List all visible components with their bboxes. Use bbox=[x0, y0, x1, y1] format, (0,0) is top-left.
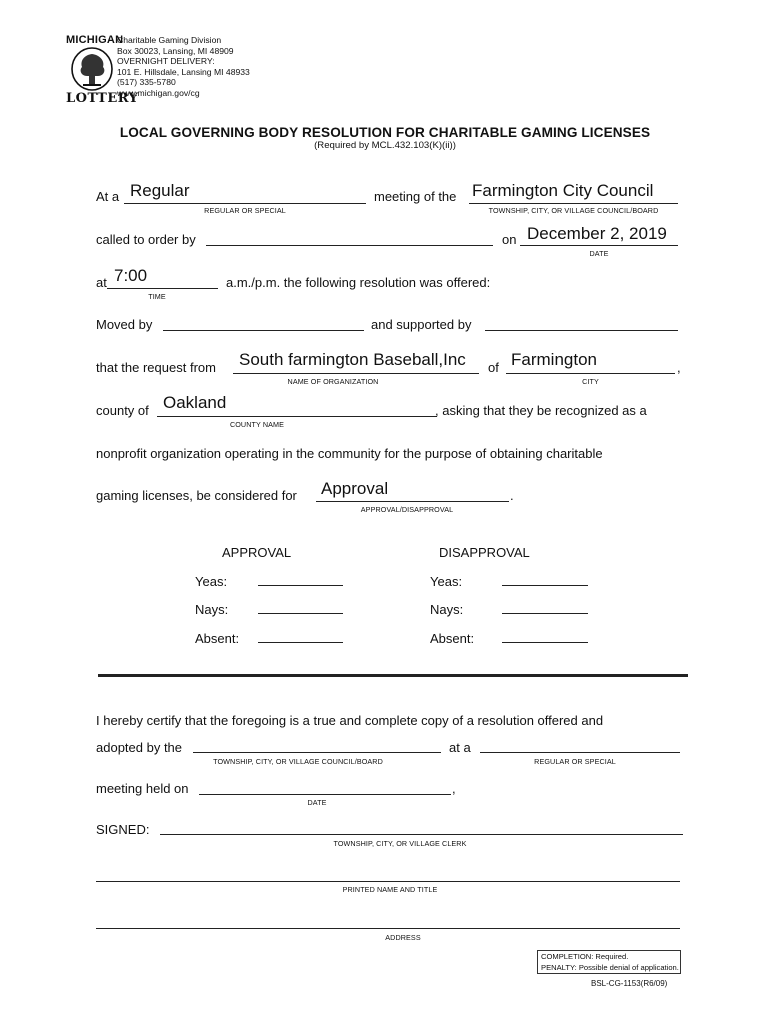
asking-text: , asking that they be recognized as a bbox=[435, 403, 647, 418]
approval-nays-field[interactable] bbox=[258, 613, 343, 614]
approval-yeas-field[interactable] bbox=[258, 585, 343, 586]
meeting-held-caption: DATE bbox=[307, 798, 327, 807]
penalty-text: PENALTY: Possible denial of application. bbox=[541, 962, 679, 972]
county-caption: COUNTY NAME bbox=[229, 420, 285, 429]
meeting-type-caption: REGULAR OR SPECIAL bbox=[204, 206, 286, 215]
moved-by-field[interactable] bbox=[163, 330, 364, 331]
called-to-order-label: called to order by bbox=[96, 232, 196, 247]
meeting-type-line[interactable] bbox=[124, 203, 366, 204]
ampm-text: a.m./p.m. the following resolution was offered: bbox=[226, 275, 491, 290]
lottery-logo-icon bbox=[70, 46, 114, 92]
decision-caption: APPROVAL/DISAPPROVAL bbox=[360, 505, 454, 514]
cert-meeting-type-caption: REGULAR OR SPECIAL bbox=[534, 757, 616, 766]
address-line: OVERNIGHT DELIVERY: bbox=[117, 56, 215, 67]
of-label: of bbox=[488, 360, 499, 375]
disapproval-nays-label: Nays: bbox=[430, 602, 464, 617]
time-line[interactable] bbox=[107, 288, 218, 289]
disapproval-yeas-label: Yeas: bbox=[430, 574, 463, 589]
disapproval-absent-field[interactable] bbox=[502, 642, 588, 643]
cert-meeting-type-field[interactable] bbox=[480, 752, 680, 753]
address-line: Charitable Gaming Division bbox=[117, 35, 222, 45]
cert-at-a-label: at a bbox=[449, 740, 471, 755]
city-field[interactable]: Farmington bbox=[511, 350, 597, 369]
address-line: (517) 335-5780 bbox=[117, 77, 176, 88]
address-caption: ADDRESS bbox=[385, 933, 421, 942]
county-of-label: county of bbox=[96, 403, 149, 418]
approval-absent-label: Absent: bbox=[195, 631, 240, 646]
at-label: at bbox=[96, 275, 107, 290]
comma: , bbox=[677, 360, 681, 375]
org-caption: NAME OF ORGANIZATION bbox=[287, 377, 379, 386]
called-to-order-field[interactable] bbox=[206, 245, 493, 246]
adopted-by-field[interactable] bbox=[193, 752, 441, 753]
signature-field[interactable] bbox=[160, 834, 683, 835]
meeting-held-field[interactable] bbox=[199, 794, 451, 795]
form-number: BSL-CG-1153(R6/09) bbox=[591, 979, 668, 988]
approval-heading: APPROVAL bbox=[222, 545, 292, 560]
city-caption: CITY bbox=[582, 377, 599, 386]
supported-by-label: and supported by bbox=[371, 317, 472, 332]
on-label: on bbox=[502, 232, 517, 247]
decision-line[interactable] bbox=[316, 501, 509, 502]
disapproval-nays-field[interactable] bbox=[502, 613, 588, 614]
body-line[interactable] bbox=[469, 203, 678, 204]
date-line[interactable] bbox=[520, 245, 678, 246]
city-line[interactable] bbox=[506, 373, 675, 374]
meeting-type-field[interactable]: Regular bbox=[130, 181, 190, 200]
nonprofit-text: nonprofit organization operating in the community for the purpose of obtaining charitable bbox=[96, 446, 603, 461]
body-caption: TOWNSHIP, CITY, OR VILLAGE COUNCIL/BOARD bbox=[488, 206, 659, 215]
certify-text: I hereby certify that the foregoing is a true and complete copy of a resolution offered and bbox=[96, 713, 604, 728]
approval-nays-label: Nays: bbox=[195, 602, 229, 617]
address-line: Box 30023, Lansing, MI 48909 bbox=[117, 45, 234, 56]
date-caption: DATE bbox=[589, 249, 609, 258]
logo-bottom-text: LOTTERY bbox=[66, 91, 139, 106]
address-line: www.michigan.gov/cg bbox=[117, 87, 200, 98]
division-address bbox=[117, 35, 250, 99]
supported-by-field[interactable] bbox=[485, 330, 678, 331]
address-field[interactable] bbox=[96, 928, 680, 929]
gaming-text: gaming licenses, be considered for bbox=[96, 488, 297, 503]
logo-top-text: MICHIGAN bbox=[66, 34, 124, 46]
org-line[interactable] bbox=[233, 373, 479, 374]
meeting-held-label: meeting held on bbox=[96, 781, 189, 796]
at-a-label: At a bbox=[96, 189, 120, 204]
time-field[interactable]: 7:00 bbox=[114, 266, 148, 285]
disapproval-yeas-field[interactable] bbox=[502, 585, 588, 586]
approval-absent-field[interactable] bbox=[258, 642, 343, 643]
printed-name-caption: PRINTED NAME AND TITLE bbox=[342, 885, 438, 894]
form-title: LOCAL GOVERNING BODY RESOLUTION FOR CHARITABLE GAMING LICENSES bbox=[119, 125, 651, 140]
time-caption: TIME bbox=[148, 292, 166, 301]
address-line: 101 E. Hillsdale, Lansing MI 48933 bbox=[117, 66, 250, 77]
disapproval-heading: DISAPPROVAL bbox=[439, 545, 530, 560]
county-line[interactable] bbox=[157, 416, 437, 417]
section-divider bbox=[98, 674, 688, 677]
completion-text: COMPLETION: Required. bbox=[541, 952, 629, 961]
meeting-of-label: meeting of the bbox=[374, 189, 457, 204]
organization-name-field[interactable]: South farmington Baseball,Inc bbox=[239, 350, 466, 369]
governing-body-field[interactable]: Farmington City Council bbox=[472, 181, 654, 200]
completion-box bbox=[537, 950, 681, 974]
cert-comma: , bbox=[452, 781, 456, 796]
meeting-date-field[interactable]: December 2, 2019 bbox=[527, 224, 667, 243]
disapproval-absent-label: Absent: bbox=[430, 631, 475, 646]
adopted-by-label: adopted by the bbox=[96, 740, 183, 755]
period: . bbox=[510, 488, 514, 503]
request-from-label: that the request from bbox=[96, 360, 216, 375]
approval-yeas-label: Yeas: bbox=[195, 574, 228, 589]
county-field[interactable]: Oakland bbox=[163, 393, 227, 412]
decision-field[interactable]: Approval bbox=[321, 479, 389, 498]
moved-by-label: Moved by bbox=[96, 317, 153, 332]
adopted-by-caption: TOWNSHIP, CITY, OR VILLAGE COUNCIL/BOARD bbox=[213, 757, 383, 766]
clerk-caption: TOWNSHIP, CITY, OR VILLAGE CLERK bbox=[333, 839, 467, 848]
printed-name-field[interactable] bbox=[96, 881, 680, 882]
signed-label: SIGNED: bbox=[96, 822, 150, 837]
form-subtitle: (Required by MCL.432.103(K)(ii)) bbox=[314, 140, 456, 151]
